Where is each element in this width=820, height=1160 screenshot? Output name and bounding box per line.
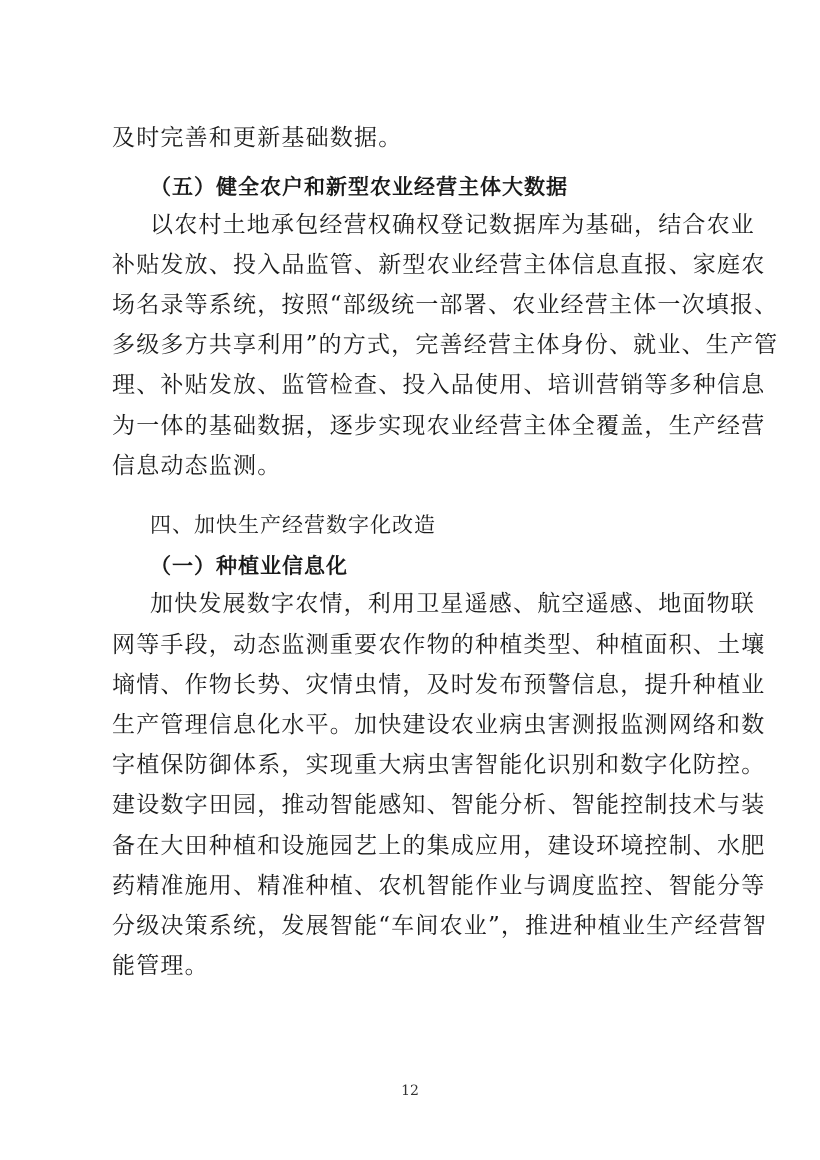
paragraph-line: 加快发展数字农情，利用卫星遥感、航空遥感、地面物联 (150, 591, 755, 617)
paragraph-line: 备在大田种植和设施园艺上的集成应用，建设环境控制、水肥 (112, 833, 766, 859)
paragraph-line: 补贴发放、投入品监管、新型农业经营主体信息直报、家庭农 (112, 252, 766, 278)
paragraph-line: 理、补贴发放、监管检查、投入品使用、培训营销等多种信息 (112, 372, 766, 398)
paragraph-line: 墒情、作物长势、灾情虫情，及时发布预警信息，提升种植业 (112, 672, 766, 698)
paragraph-line: 药精准施用、精准种植、农机智能作业与调度监控、智能分等 (112, 873, 766, 899)
paragraph-line: 场名录等系统，按照“部级统一部署、农业经营主体一次填报、 (112, 292, 779, 318)
paragraph-line: 建设数字田园，推动智能感知、智能分析、智能控制技术与装 (112, 792, 766, 818)
paragraph-line: 及时完善和更新基础数据。 (112, 125, 403, 151)
paragraph-line: 生产管理信息化水平。加快建设农业病虫害测报监测网络和数 (112, 712, 766, 738)
page-number: 12 (401, 1083, 419, 1099)
paragraph-line: 能管理。 (112, 953, 209, 979)
section-heading-1: （一）种植业信息化 (150, 554, 348, 578)
chapter-heading-4: 四、加快生产经营数字化改造 (150, 513, 436, 537)
paragraph-line: 字植保防御体系，实现重大病虫害智能化识别和数字化防控。 (112, 752, 766, 778)
paragraph-line: 分级决策系统，发展智能“车间农业”，推进种植业生产经营智 (112, 913, 768, 939)
paragraph-line: 网等手段，动态监测重要农作物的种植类型、种植面积、土壤 (112, 632, 766, 658)
paragraph-line: 信息动态监测。 (112, 453, 282, 479)
section-heading-5: （五）健全农户和新型农业经营主体大数据 (150, 175, 568, 199)
paragraph-line: 为一体的基础数据，逐步实现农业经营主体全覆盖，生产经营 (112, 413, 766, 439)
paragraph-line: 多级多方共享利用”的方式，完善经营主体身份、就业、生产管 (112, 332, 779, 358)
paragraph-line: 以农村土地承包经营权确权登记数据库为基础，结合农业 (150, 212, 755, 238)
